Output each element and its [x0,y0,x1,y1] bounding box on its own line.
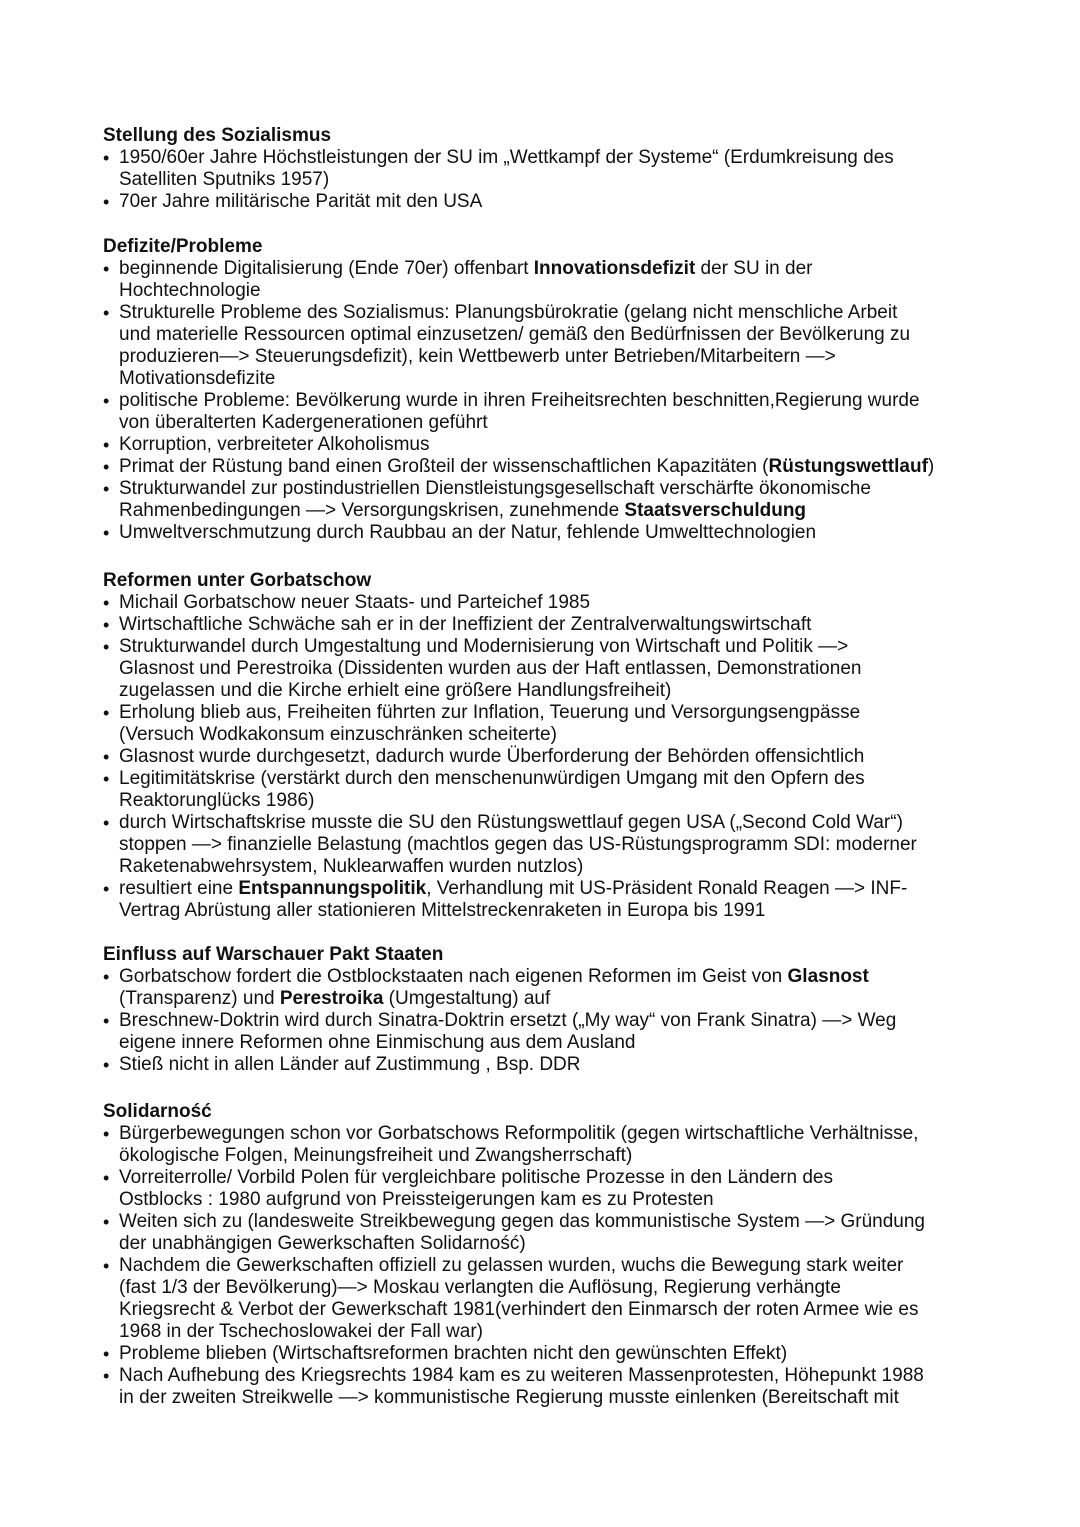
bullet-line [119,456,1003,478]
bullet-item [103,1123,1003,1167]
bullet-line [119,1365,1003,1387]
bullet-item [103,390,1003,434]
bullet-line [119,856,1003,878]
text-run: Michail Gorbatschow neuer Staats- und Parteichef 1985 [119,592,591,613]
section-heading: Einfluss auf Warschauer Pakt Staaten [103,944,444,965]
text-run: zugelassen und die Kirche erhielt eine größere Handlungsfreiheit) [119,680,672,701]
bullet-line [119,368,1003,390]
text-run: Weiten sich zu (landesweite Streikbewegung gegen das kommunistische System —> Gründung [119,1211,925,1232]
bullet-item [103,1255,1003,1343]
text-run: Ostblocks : 1980 aufgrund von Preissteigerungen kam es zu Protesten [119,1189,714,1210]
text-run: , Verhandlung mit US-Präsident Ronald Reagen —> INF- [426,878,908,899]
text-run: Hochtechnologie [119,280,261,301]
text-run: Probleme blieben (Wirtschaftsreformen brachten nicht den gewünschten Effekt) [119,1343,788,1364]
bold-term: Staatsverschuldung [624,500,807,521]
bullet-item [103,147,1003,191]
bullet-line [119,658,1003,680]
text-run: Korruption, verbreiteter Alkoholismus [119,434,430,455]
text-run: Gorbatschow fordert die Ostblockstaaten nach eigenen Reformen im Geist von [119,966,788,987]
bullet-line [119,412,1003,434]
text-run: politische Probleme: Bevölkerung wurde in ihren Freiheitsrechten beschnitten,Regierung wurde [119,390,920,411]
bullet-line [119,966,1003,988]
text-run: Strukturelle Probleme des Sozialismus: Planungsbürokratie (gelang nicht menschliche Arbeit [119,302,898,323]
section-defizite-probleme [103,236,1003,544]
bullet-line [119,636,1003,658]
text-run: Breschnew-Doktrin wird durch Sinatra-Doktrin ersetzt („My way“ von Frank Sinatra) —> Weg [119,1010,897,1031]
bullet-line [119,988,1003,1010]
text-run: der unabhängigen Gewerkschaften Solidarność) [119,1233,526,1254]
bullet-list [103,592,1003,922]
bullet-line [119,1145,1003,1167]
bullet-item [103,592,1003,614]
bullet-line [119,878,1003,900]
bullet-line [119,1343,1003,1365]
section-heading: Reformen unter Gorbatschow [103,570,372,591]
text-run: 1950/60er Jahre Höchstleistungen der SU im „Wettkampf der Systeme“ (Erdumkreisung des [119,147,894,168]
bullet-line [119,746,1003,768]
text-run: Strukturwandel zur postindustriellen Dienstleistungsgesellschaft verschärfte ökonomische [119,478,871,499]
bullet-item [103,966,1003,1010]
text-run: stoppen —> finanzielle Belastung (machtlos gegen das US-Rüstungsprogramm SDI: moderner [119,834,917,855]
bullet-line [119,1032,1003,1054]
bullet-item [103,434,1003,456]
section-heading: Stellung des Sozialismus [103,125,332,146]
bullet-item [103,302,1003,390]
bullet-item [103,456,1003,478]
section-solidarnosc [103,1101,1003,1409]
bullet-line [119,1211,1003,1233]
text-run: Wirtschaftliche Schwäche sah er in der Ineffizient der Zentralverwaltungswirtschaft [119,614,812,635]
bullet-item [103,614,1003,636]
bullet-line [119,1233,1003,1255]
bullet-item [103,746,1003,768]
bullet-item [103,1365,1003,1409]
section-stellung-des-sozialismus [103,125,1003,213]
bullet-item [103,1343,1003,1365]
bold-term: Innovationsdefizit [533,258,696,279]
bullet-line [119,1189,1003,1211]
bullet-item [103,812,1003,878]
bullet-line [119,1010,1003,1032]
text-run: durch Wirtschaftskrise musste die SU den Rüstungswettlauf gegen USA („Second Cold War“) [119,812,903,833]
bullet-line [119,1321,1003,1343]
bullet-line [119,346,1003,368]
bullet-item [103,878,1003,922]
text-run: Umweltverschmutzung durch Raubbau an der Natur, fehlende Umwelttechnologien [119,522,817,543]
text-run: Nachdem die Gewerkschaften offiziell zu gelassen wurden, wuchs die Bewegung stark weiter [119,1255,904,1276]
section-heading: Solidarność [103,1101,212,1122]
text-run: der SU in der [695,258,813,279]
bullet-line [119,1255,1003,1277]
text-run: 70er Jahre militärische Parität mit den USA [119,191,483,212]
text-run: Reaktorunglücks 1986) [119,790,315,811]
text-run: und materielle Ressourcen optimal einzusetzen/ gemäß den Bedürfnissen der Bevölkerung zu [119,324,911,345]
bold-term: Rüstungswettlauf [768,456,928,477]
bullet-item [103,768,1003,812]
text-run: Erholung blieb aus, Freiheiten führten zur Inflation, Teuerung und Versorgungsengpässe [119,702,861,723]
bullet-line [119,900,1003,922]
bullet-item [103,258,1003,302]
bullet-list [103,966,1003,1076]
text-run: (fast 1/3 der Bevölkerung)—> Moskau verlangten die Auflösung, Regierung verhängte [119,1277,841,1298]
section-reformen-unter-gorbatschow [103,570,1003,922]
text-run: beginnende Digitalisierung (Ende 70er) offenbart [119,258,534,279]
bullet-line [119,390,1003,412]
bullet-item [103,702,1003,746]
text-run: Motivationsdefizite [119,368,276,389]
text-run: Stieß nicht in allen Länder auf Zustimmung , Bsp. DDR [119,1054,581,1075]
bullet-line [119,478,1003,500]
text-run: Legitimitätskrise (verstärkt durch den menschenunwürdigen Umgang mit den Opfern des [119,768,865,789]
text-run: Vertrag Abrüstung aller stationieren Mittelstreckenraketen in Europa bis 1991 [119,900,766,921]
bullet-line [119,614,1003,636]
text-run: produzieren—> Steuerungsdefizit), kein Wettbewerb unter Betrieben/Mitarbeitern —> [119,346,836,367]
section-heading: Defizite/Probleme [103,236,263,257]
bullet-line [119,724,1003,746]
bold-term: Glasnost [787,966,869,987]
bullet-line [119,324,1003,346]
text-run: Rahmenbedingungen —> Versorgungskrisen, zunehmende [119,500,625,521]
bullet-line [119,1299,1003,1321]
bullet-item [103,522,1003,544]
bullet-line [119,500,1003,522]
text-run: resultiert eine [119,878,239,899]
text-run: (Transparenz) und [119,988,280,1009]
text-run: Nach Aufhebung des Kriegsrechts 1984 kam es zu weiteren Massenprotesten, Höhepunkt 1988 [119,1365,924,1386]
section-einfluss-warschauer-pakt [103,944,1003,1076]
bullet-line [119,834,1003,856]
bullet-line [119,702,1003,724]
bullet-line [119,1123,1003,1145]
text-run: Glasnost wurde durchgesetzt, dadurch wurde Überforderung der Behörden offensichtlich [119,746,865,767]
bullet-item [103,1211,1003,1255]
bullet-line [119,1277,1003,1299]
bullet-line [119,592,1003,614]
bullet-line [119,522,1003,544]
text-run: von überalterten Kadergenerationen geführt [119,412,488,433]
bullet-item [103,1167,1003,1211]
text-run: Primat der Rüstung band einen Großteil der wissenschaftlichen Kapazitäten ( [119,456,769,477]
text-run: Kriegsrecht & Verbot der Gewerkschaft 1981(verhindert den Einmarsch der roten Armee wie es [119,1299,919,1320]
text-run: ökologische Folgen, Meinungsfreiheit und Zwangsherrschaft) [119,1145,633,1166]
text-run: (Versuch Wodkakonsum einzuschränken scheiterte) [119,724,557,745]
text-run: eigene innere Reformen ohne Einmischung aus dem Ausland [119,1032,636,1053]
text-run: Satelliten Sputniks 1957) [119,169,330,190]
bullet-line [119,191,1003,213]
text-run: Bürgerbewegungen schon vor Gorbatschows Reformpolitik (gegen wirtschaftliche Verhältnisse, [119,1123,919,1144]
bullet-line [119,302,1003,324]
bullet-item [103,1010,1003,1054]
text-run: ) [927,456,935,477]
bullet-item [103,1054,1003,1076]
bullet-item [103,636,1003,702]
bullet-line [119,1167,1003,1189]
text-run: (Umgestaltung) auf [383,988,551,1009]
bullet-line [119,790,1003,812]
bullet-line [119,147,1003,169]
bullet-line [119,1387,1003,1409]
bullet-line [119,434,1003,456]
text-run: in der zweiten Streikwelle —> kommunistische Regierung musste einlenken (Bereitschaft mit [119,1387,899,1408]
bullet-line [119,768,1003,790]
bullet-list [103,258,1003,544]
bullet-line [119,812,1003,834]
bullet-list [103,147,1003,213]
bullet-line [119,258,1003,280]
bullet-list [103,1123,1003,1409]
text-run: 1968 in der Tschechoslowakei der Fall war) [119,1321,483,1342]
text-run: Strukturwandel durch Umgestaltung und Modernisierung von Wirtschaft und Politik —> [119,636,849,657]
bullet-line [119,280,1003,302]
bold-term: Perestroika [279,988,384,1009]
bullet-line [119,169,1003,191]
bullet-item [103,478,1003,522]
bullet-line [119,680,1003,702]
text-run: Raketenabwehrsystem, Nuklearwaffen wurden nutzlos) [119,856,584,877]
text-run: Glasnost und Perestroika (Dissidenten wurden aus der Haft entlassen, Demonstrationen [119,658,862,679]
text-run: Vorreiterrolle/ Vorbild Polen für vergleichbare politische Prozesse in den Ländern des [119,1167,833,1188]
bullet-line [119,1054,1003,1076]
bold-term: Entspannungspolitik [238,878,427,899]
bullet-item [103,191,1003,213]
